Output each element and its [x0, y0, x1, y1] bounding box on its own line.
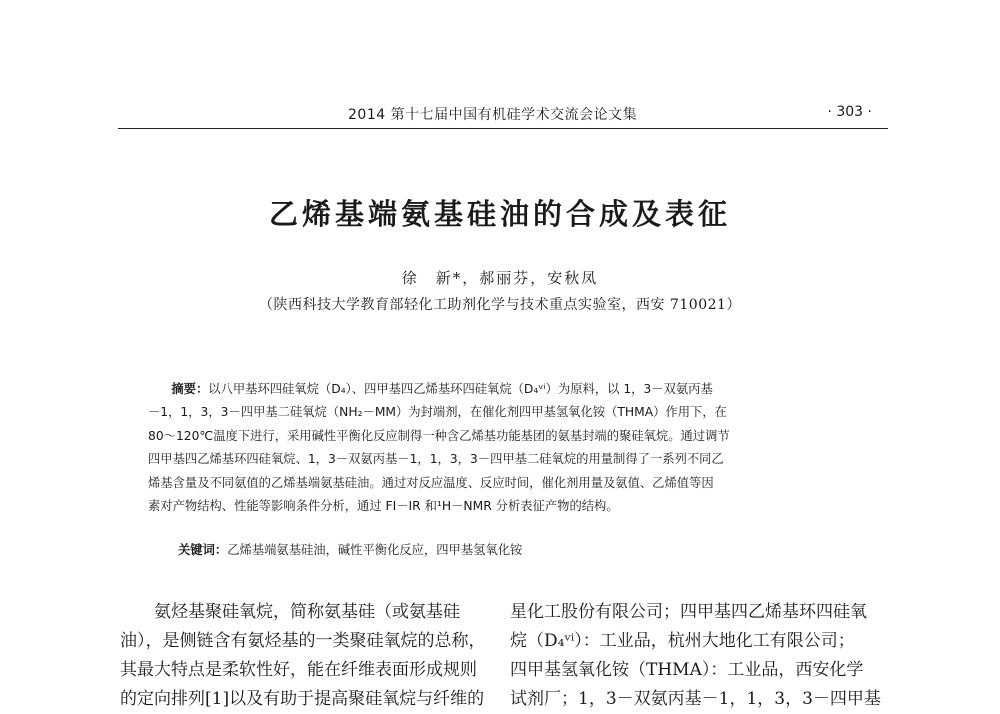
body-line: 的定向排列[1]以及有助于提高聚硅氧烷与纤维的	[120, 689, 485, 709]
body-column-left	[120, 598, 492, 714]
body-line: 烷（D₄ᵛⁱ）：工业品，杭州大地化工有限公司；	[510, 631, 855, 651]
running-header	[118, 100, 888, 129]
abstract-line: 80～120℃温度下进行，采用碱性平衡化反应制得一种含乙烯基功能基团的氨基封端的聚硅氧烷。通过调节	[148, 428, 730, 443]
abstract-line: 烯基含量及不同氨值的乙烯基端氨基硅油。通过对反应温度、反应时间，催化剂用量及氨值、乙烯值等因	[148, 475, 714, 490]
keywords-text: 乙烯基端氨基硅油，碱性平衡化反应，四甲基氢氧化铵	[227, 543, 523, 557]
body-line: 其最大特点是柔软性好，能在纤维表面形成规则	[120, 660, 477, 680]
body-line: 试剂厂；1，3－双氨丙基－1，1，3，3－四甲基	[510, 689, 881, 709]
body-line: 油），是侧链含有氨烃基的一类聚硅氧烷的总称，	[120, 631, 486, 651]
paper-title: 乙烯基端氨基硅油的合成及表征	[268, 197, 731, 231]
abstract-line: 素对产物结构、性能等影响条件分析，通过 FI－IR 和¹H－NMR 分析表征产物的结构。	[148, 499, 619, 514]
authors: 徐 新*，郝丽芬，安秋凤	[401, 269, 599, 287]
abstract-line	[148, 378, 860, 401]
body-line: 星化工股份有限公司；四甲基四乙烯基环四硅氧	[510, 602, 867, 622]
body-column-right	[510, 598, 882, 714]
journal-title: 2014 第十七届中国有机硅学术交流会论文集	[348, 107, 638, 123]
abstract-text: 以八甲基环四硅氧烷（D₄）、四甲基四乙烯基环四硅氧烷（D₄ᵛⁱ）为原料，以 1，3－双氨丙基	[208, 382, 713, 396]
abstract-line: －1，1，3，3－四甲基二硅氧烷（NH₂－MM）为封端剂，在催化剂四甲基氢氧化铵（THMA）作用下，在	[148, 405, 727, 420]
abstract-label: 摘要：	[171, 382, 209, 396]
body-line: 四甲基氢氧化铵（THMA）：工业品，西安化学	[510, 660, 864, 680]
keywords-label: 关键词：	[178, 543, 228, 557]
body-line: 氨烃基聚硅氧烷，简称氨基硅（或氨基硅	[154, 602, 460, 622]
abstract	[148, 378, 860, 518]
affiliation: （陕西科技大学教育部轻化工助剂化学与技术重点实验室，西安 710021）	[259, 297, 741, 313]
page-number: · 303 ·	[827, 104, 872, 120]
abstract-line: 四甲基四乙烯基环四硅氧烷、1，3－双氨丙基－1，1，3，3－四甲基二硅氧烷的用量制得了一系列不同乙	[148, 452, 724, 467]
keywords	[178, 540, 868, 558]
